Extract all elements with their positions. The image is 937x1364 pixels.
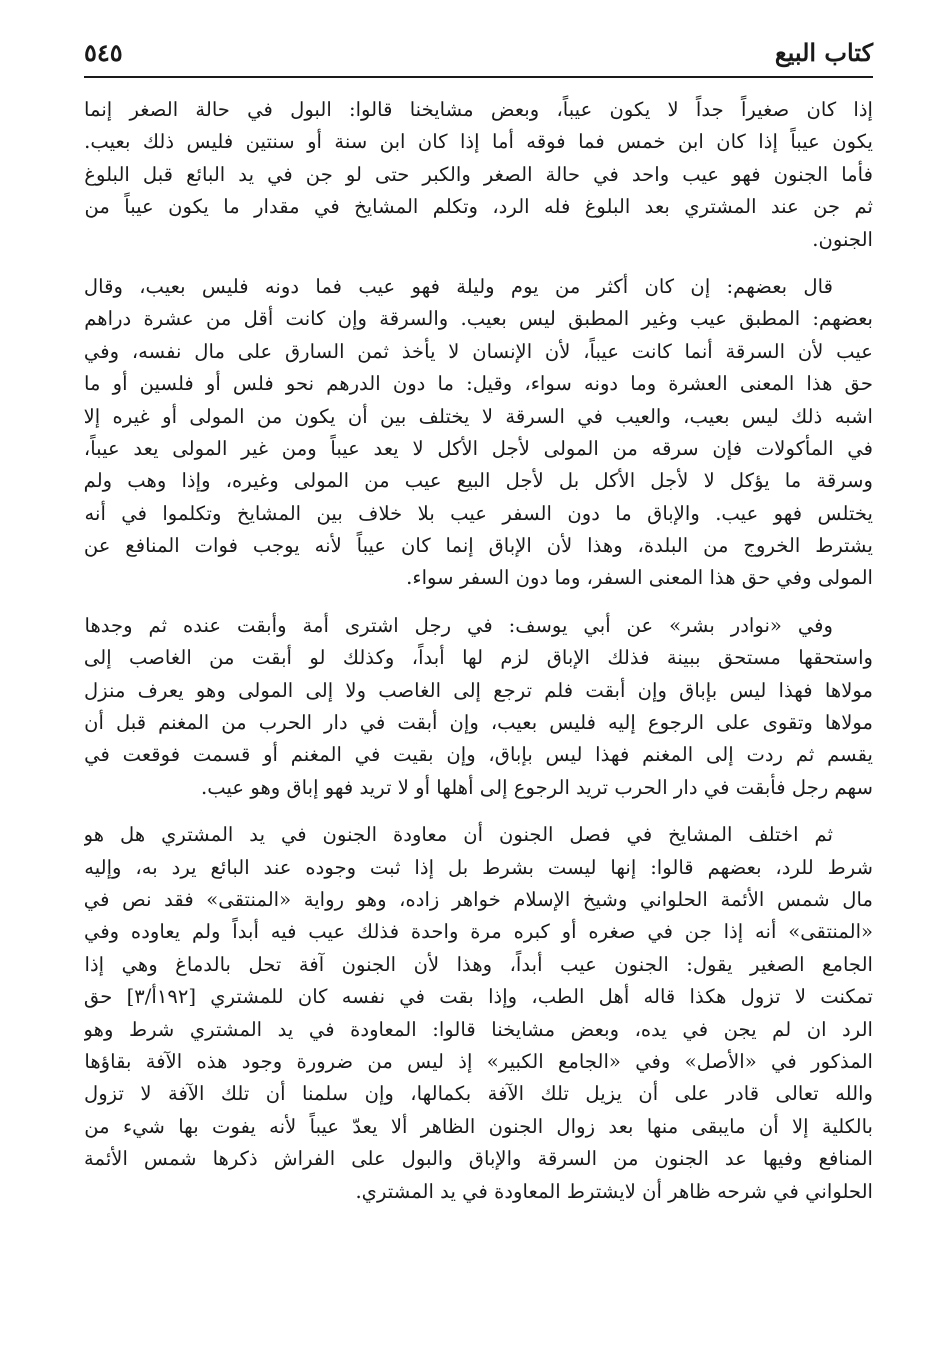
text-line: والله تعالى قادر على أن يزيل تلك الآفة بكمالها، وإن سلمنا أن تلك الآفة لا تزول — [84, 1082, 873, 1106]
text-line: الحلواني في شرحه ظاهر أن لايشترط المعاودة في يد المشتري. — [355, 1179, 873, 1203]
text-line: «المنتقى» أنه إذا جن في صغره أو كبره مرة واحدة فذلك عيب فيه أبداً ولم يعاوده وفي — [84, 920, 873, 944]
text-line: يختلس فهو عيب. والإباق ما دون السفر عيب بلا خلاف بين المشايخ وتكلموا في أنه — [84, 501, 873, 525]
text-line: مولاها فهذا ليس بإباق وإن أبقت فلم ترجع إلى الغاصب ولا إلى المولى وهو يعرف منزل — [84, 678, 873, 702]
text-line: يكون عيباً إذا كان ابن خمس فما فوقه أما إذا كان ابن سنة أو سنتين فليس ذلك بعيب. — [84, 130, 873, 154]
text-line: الجامع الصغير يقول: الجنون عيب أبداً، وهذا لأن الجنون آفة تحل بالدماغ وهي إذا — [84, 952, 873, 976]
text-line: مال شمس الأئمة الحلواني وشيخ الإسلام خواهر زاده، وهو رواية «المنتقى» فقد نص في — [84, 887, 873, 911]
paragraph — [84, 94, 873, 256]
running-header — [84, 32, 873, 78]
text-line: سهم رجل فأبقت في دار الحرب تريد الرجوع إلى أهلها أو لا تريد فهو إباق وهو عيب. — [201, 775, 873, 799]
paragraph — [84, 271, 873, 595]
text-line: الرد ان لم يجن في يده، وبعض مشايخنا قالوا: المعاودة في يد المشتري شرط وهو — [84, 1017, 873, 1041]
text-line: ثم جن عند المشتري بعد البلوغ فله الرد، وتكلم المشايخ في مقدار ما يكون عيباً من — [84, 195, 873, 219]
text-line: شرط للرد، بعضهم قالوا: إنها ليست بشرط بل إذا ثبت وجوده عند البائع يرد به، وإليه — [84, 855, 873, 879]
page-number: ٥٤٥ — [84, 38, 123, 67]
text-line: إذا كان صغيراً جداً لا يكون عيباً، وبعض مشايخنا قالوا: البول في حالة الصغر إنما — [84, 98, 873, 121]
text-line: اشبه ذلك ليس بعيب، والعيب في السرقة لا يختلف بين أن يكون من المولى أو غيره إلا — [84, 404, 873, 428]
text-line: بالكلية إلا أن مايبقى منها بعد زوال الجنون الظاهر ألا يعدّ عيباً لأنه يفوت بها شيء من — [84, 1114, 873, 1138]
text-line: وسرقة ما يؤكل لا لأجل الأكل بل لأجل البيع عيب من المولى وغيره، وإذا وهب ولم — [84, 469, 873, 493]
text-line: فأما الجنون فهو عيب واحد في حالة الصغر والكبر حتى لو جن في يد البائع قبل البلوغ — [84, 162, 873, 186]
text-line: مولاها وتقوى على الرجوع إليه فليس بعيب، وإن أبقت في دار الحرب من المغنم قبل أن — [84, 711, 873, 735]
text-line: وفي «نوادر بشر» عن أبي يوسف: في رجل اشترى أمة وأبقت عنده ثم وجدها — [84, 613, 833, 637]
text-line: المولى وفي حق هذا المعنى السفر، وما دون السفر سواء. — [406, 566, 873, 590]
paragraph — [84, 819, 873, 1208]
text-line: يشترط الخروج من البلدة، وهذا لأن الإباق إنما كان عيباً لأنه يوجب فوات المنافع عن — [84, 534, 873, 558]
text-line: في المأكولات فإن سرقه من المولى لأجل الأكل لا يعد عيباً ومن غير المولى يعد عيباً، — [84, 436, 873, 460]
text-line: حق هذا المعنى العشرة وما دونه سواء، وقيل: ما دون الدرهم نحو فلس أو فلسين أو ما — [84, 372, 873, 396]
paragraph — [84, 610, 873, 804]
text-line: تمكنت لا تزول هكذا قاله أهل الطب، وإذا بقت في نفسه كان للمشتري [١٩٢أ/٣] حق — [84, 985, 873, 1009]
text-line: الجنون. — [812, 227, 873, 251]
chapter-title: كتاب البيع — [774, 38, 873, 67]
text-line: المذكور في «الأصل» وفي «الجامع الكبير» إذ ليس من ضرورة وجود هذه الآفة بقاؤها — [84, 1049, 873, 1073]
text-line: يقسم ثم ردت إلى المغنم فهذا ليس بإباق، وإن بقيت في المغنم أو قسمت فوقعت في — [84, 743, 873, 767]
page-body — [84, 94, 873, 1223]
text-line: عيب لأن السرقة أنما كانت عيباً، لأن الإنسان لا يأخذ ثمن السارق على مال نفسه، وفي — [84, 339, 873, 363]
text-line: قال بعضهم: إن كان أكثر من يوم وليلة فهو عيب فما دونه فليس بعيب، وقال — [84, 274, 833, 298]
text-line: المنافع وفيها عد الجنون من السرقة والإباق والبول على الفراش ذكرها شمس الأئمة — [84, 1147, 873, 1171]
text-line: بعضهم: المطبق عيب وغير المطبق ليس بعيب. والسرقة وإن كانت أقل من عشرة دراهم — [84, 307, 873, 331]
text-line: ثم اختلف المشايخ في فصل الجنون أن معاودة الجنون في يد المشتري هل هو — [84, 823, 833, 847]
text-line: واستحقها مستحق ببينة فذلك الإباق لزم لها أبداً، وكذلك لو أبقت من الغاصب إلى — [84, 646, 873, 670]
